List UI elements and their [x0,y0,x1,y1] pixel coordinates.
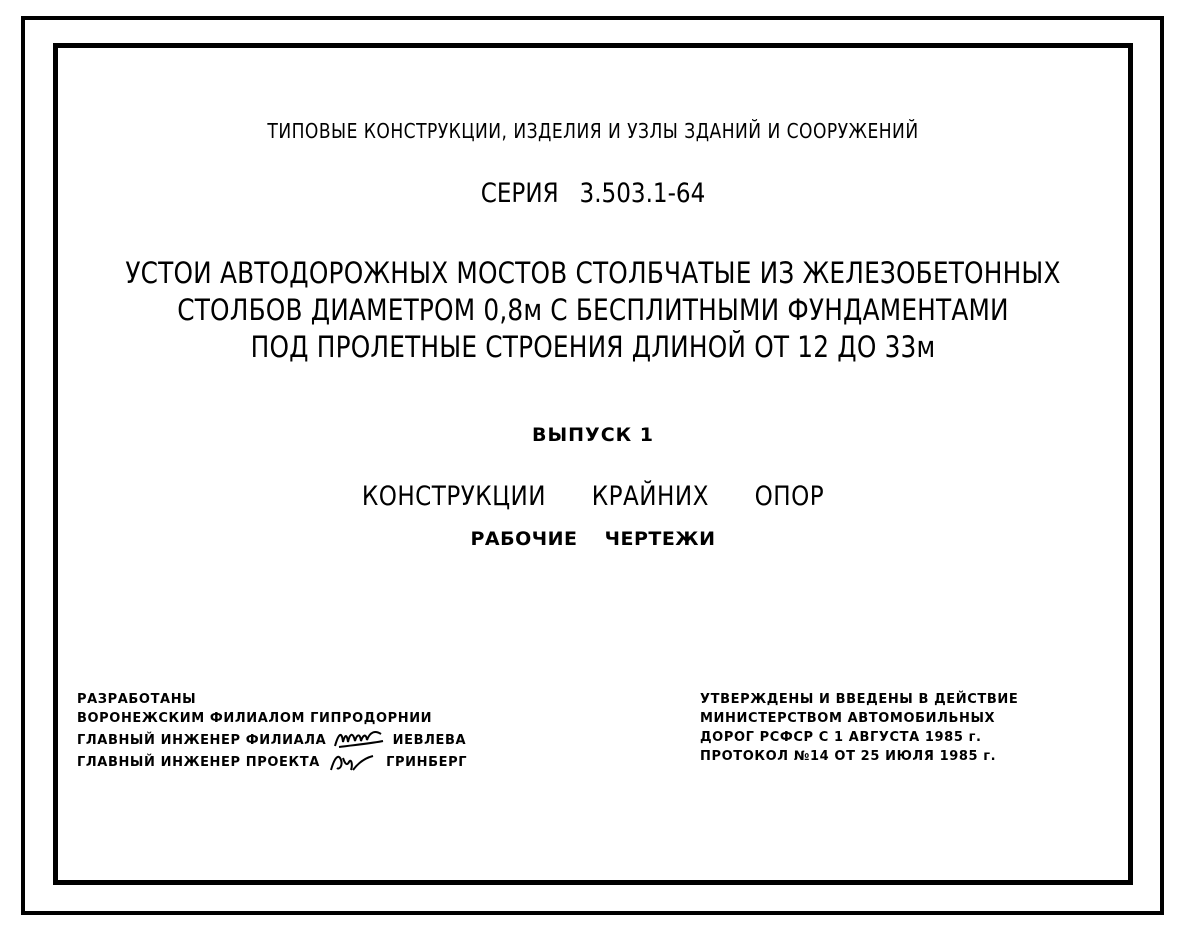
issue-number: ВЫПУСК 1 [531,424,655,446]
approved-line-4: ПРОТОКОЛ №14 ОТ 25 ИЮЛЯ 1985 г. [700,749,997,764]
series-label: СЕРИЯ [480,178,559,209]
developed-block [77,690,467,772]
part-title: КОНСТРУКЦИИ КРАЙНИХ ОПОР [361,481,825,512]
series-line [80,180,1106,207]
approved-line-3: ДОРОГ РСФСР С 1 АВГУСТА 1985 г. [700,730,982,745]
series-code: 3.503.1-64 [579,178,706,209]
developed-line-3 [77,728,467,750]
chief-engineer-branch-name: ИЕВЛЕВА [392,733,467,748]
chief-engineer-branch-role: ГЛАВНЫЙ ИНЖЕНЕР ФИЛИАЛА [77,733,327,748]
developed-line-4 [77,750,467,772]
drawings-subtitle: РАБОЧИЕ ЧЕРТЕЖИ [470,528,716,550]
signature-ievleva [333,728,385,750]
document-header: ТИПОВЫЕ КОНСТРУКЦИИ, ИЗДЕЛИЯ И УЗЛЫ ЗДАНИЙ И СООРУЖЕНИЙ [267,119,919,143]
title-line-3: ПОД ПРОЛЕТНЫЕ СТРОЕНИЯ ДЛИНОЙ ОТ 12 ДО 33м [250,330,936,364]
title-line-1: УСТОИ АВТОДОРОЖНЫХ МОСТОВ СТОЛБЧАТЫЕ ИЗ ЖЕЛЕЗОБЕТОННЫХ [125,256,1061,290]
title-line-2: СТОЛБОВ ДИАМЕТРОМ 0,8м С БЕСПЛИТНЫМИ ФУНДАМЕНТАМИ [177,293,1009,327]
chief-engineer-project-name: ГРИНБЕРГ [386,755,468,770]
approved-line-1: УТВЕРЖДЕНЫ И ВВЕДЕНЫ В ДЕЙСТВИЕ [700,692,1019,707]
approved-block [700,690,1018,766]
approved-line-2: МИНИСТЕРСТВОМ АВТОМОБИЛЬНЫХ [700,711,996,726]
developed-line-1: РАЗРАБОТАНЫ [77,692,197,707]
developed-line-2: ВОРОНЕЖСКИМ ФИЛИАЛОМ ГИПРОДОРНИИ [77,711,433,726]
chief-engineer-project-role: ГЛАВНЫЙ ИНЖЕНЕР ПРОЕКТА [77,755,320,770]
signature-grinberg [327,750,379,772]
